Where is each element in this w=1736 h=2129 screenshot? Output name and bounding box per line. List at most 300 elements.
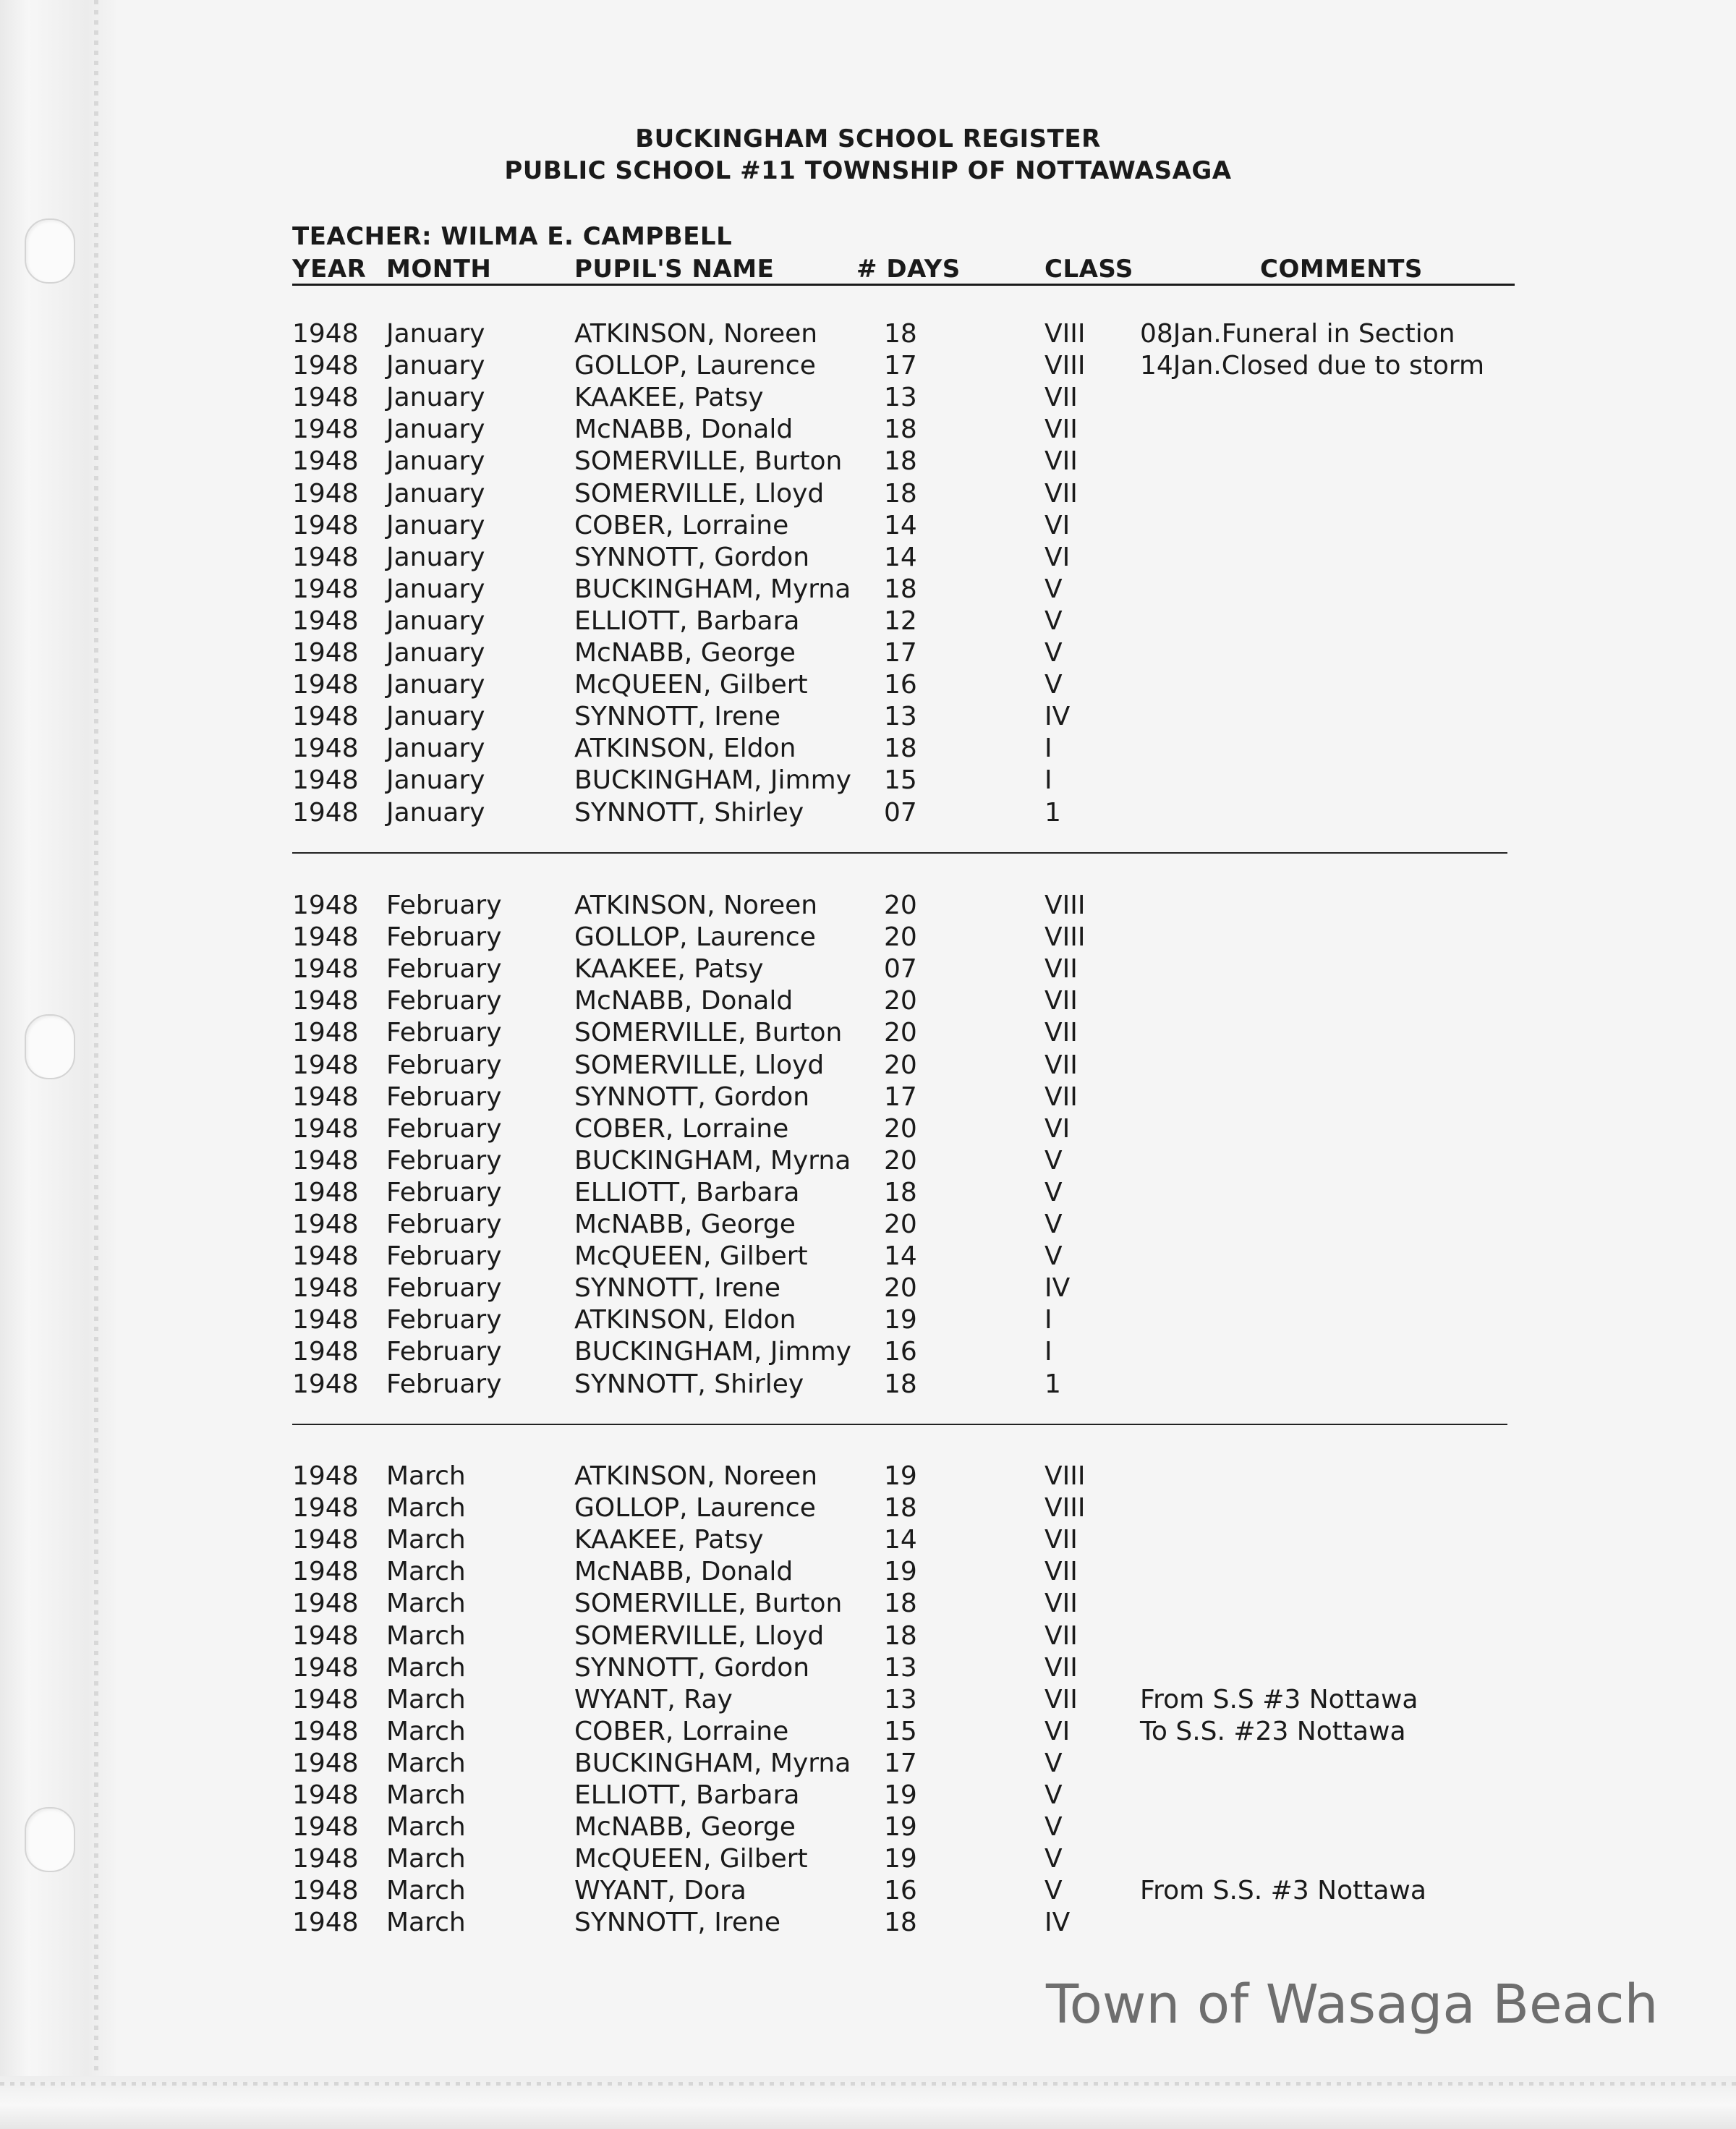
row-month: January: [386, 319, 485, 349]
table-row: [0, 1336, 1736, 1368]
table-row: [0, 605, 1736, 637]
row-class: I: [1044, 765, 1052, 795]
row-days: 19: [884, 1812, 917, 1842]
row-year: 1948: [292, 1685, 359, 1714]
row-month: February: [386, 1082, 502, 1112]
row-days: 15: [884, 1717, 917, 1746]
row-month: February: [386, 1210, 502, 1239]
row-days: 12: [884, 606, 917, 636]
row-pupil-name: McNABB, Donald: [574, 415, 793, 444]
row-year: 1948: [292, 1908, 359, 1937]
table-row: [0, 1556, 1736, 1588]
row-class: VI: [1044, 1717, 1071, 1746]
row-year: 1948: [292, 638, 359, 668]
row-pupil-name: GOLLOP, Laurence: [574, 922, 816, 952]
table-row: [0, 1748, 1736, 1780]
row-year: 1948: [292, 1589, 359, 1618]
row-pupil-name: COBER, Lorraine: [574, 1114, 789, 1144]
row-pupil-name: SOMERVILLE, Burton: [574, 1589, 843, 1618]
row-class: I: [1044, 734, 1052, 763]
document-header: [0, 123, 1736, 187]
row-month: February: [386, 1241, 502, 1271]
table-row: [0, 1369, 1736, 1401]
row-month: January: [386, 765, 485, 795]
row-month: February: [386, 1178, 502, 1207]
table-row: [0, 1620, 1736, 1652]
section-divider: [292, 852, 1507, 854]
row-month: February: [386, 954, 502, 984]
row-month: February: [386, 1273, 502, 1303]
row-class: VII: [1044, 1050, 1078, 1080]
row-pupil-name: ELLIOTT, Barbara: [574, 1780, 800, 1810]
table-row: [0, 1082, 1736, 1113]
table-row: [0, 318, 1736, 350]
row-year: 1948: [292, 734, 359, 763]
row-pupil-name: McQUEEN, Gilbert: [574, 1241, 808, 1271]
row-days: 19: [884, 1461, 917, 1491]
row-days: 18: [884, 734, 917, 763]
row-month: January: [386, 670, 485, 700]
table-row: [0, 574, 1736, 605]
row-class: V: [1044, 670, 1063, 700]
row-year: 1948: [292, 1876, 359, 1905]
row-month: January: [386, 606, 485, 636]
row-class: 1: [1044, 1369, 1061, 1399]
row-pupil-name: ELLIOTT, Barbara: [574, 606, 800, 636]
row-year: 1948: [292, 1050, 359, 1080]
row-days: 20: [884, 1114, 917, 1144]
row-month: January: [386, 479, 485, 509]
row-year: 1948: [292, 383, 359, 412]
row-pupil-name: SYNNOTT, Gordon: [574, 543, 810, 572]
table-row: [0, 1780, 1736, 1811]
row-year: 1948: [292, 1461, 359, 1491]
row-pupil-name: SOMERVILLE, Burton: [574, 1018, 843, 1047]
row-pupil-name: ATKINSON, Noreen: [574, 319, 818, 349]
row-month: March: [386, 1717, 466, 1746]
table-row: [0, 478, 1736, 510]
row-pupil-name: GOLLOP, Laurence: [574, 351, 816, 381]
row-days: 20: [884, 1273, 917, 1303]
binder-hole: [25, 218, 75, 284]
row-year: 1948: [292, 1337, 359, 1367]
row-year: 1948: [292, 1812, 359, 1842]
row-class: VII: [1044, 415, 1078, 444]
school-name: PUBLIC SCHOOL #11 TOWNSHIP OF NOTTAWASAGA: [504, 156, 1232, 185]
row-pupil-name: McNABB, George: [574, 1210, 796, 1239]
row-days: 19: [884, 1557, 917, 1586]
row-month: February: [386, 1146, 502, 1176]
table-row: [0, 1145, 1736, 1177]
row-days: 13: [884, 702, 917, 731]
row-pupil-name: KAAKEE, Patsy: [574, 1525, 764, 1555]
row-days: 18: [884, 1493, 917, 1523]
row-days: 16: [884, 1876, 917, 1905]
row-month: February: [386, 1114, 502, 1144]
row-days: 16: [884, 670, 917, 700]
row-year: 1948: [292, 1018, 359, 1047]
row-class: V: [1044, 638, 1063, 668]
table-row: [0, 1304, 1736, 1336]
section-divider: [292, 1424, 1507, 1425]
row-month: January: [386, 511, 485, 540]
row-days: 20: [884, 1146, 917, 1176]
row-days: 14: [884, 1241, 917, 1271]
row-days: 18: [884, 574, 917, 604]
row-class: VIII: [1044, 351, 1086, 381]
table-row: [0, 1716, 1736, 1748]
row-days: 18: [884, 1589, 917, 1618]
row-days: 15: [884, 765, 917, 795]
row-pupil-name: SYNNOTT, Irene: [574, 1273, 781, 1303]
row-month: March: [386, 1780, 466, 1810]
column-header-year: YEAR: [292, 255, 367, 284]
row-class: VIII: [1044, 319, 1086, 349]
table-row: [0, 1652, 1736, 1684]
column-header-class: CLASS: [1044, 255, 1133, 284]
row-year: 1948: [292, 891, 359, 920]
row-pupil-name: COBER, Lorraine: [574, 1717, 789, 1746]
row-month: March: [386, 1685, 466, 1714]
row-year: 1948: [292, 1210, 359, 1239]
row-month: January: [386, 734, 485, 763]
table-row: [0, 733, 1736, 765]
row-comment: To S.S. #23 Nottawa: [1140, 1717, 1406, 1746]
table-row: [0, 985, 1736, 1017]
row-month: March: [386, 1748, 466, 1778]
row-year: 1948: [292, 606, 359, 636]
row-class: VIII: [1044, 1461, 1086, 1491]
row-class: V: [1044, 1844, 1063, 1874]
row-month: February: [386, 1050, 502, 1080]
table-row: [0, 1588, 1736, 1620]
row-days: 13: [884, 1685, 917, 1714]
sheet-protector-bottom-edge: [0, 2076, 1736, 2129]
row-year: 1948: [292, 479, 359, 509]
row-month: March: [386, 1876, 466, 1905]
row-days: 20: [884, 1018, 917, 1047]
row-pupil-name: SOMERVILLE, Lloyd: [574, 1050, 825, 1080]
row-class: IV: [1044, 702, 1071, 731]
row-days: 20: [884, 922, 917, 952]
row-class: V: [1044, 1812, 1063, 1842]
table-row: [0, 1875, 1736, 1907]
row-days: 14: [884, 1525, 917, 1555]
row-pupil-name: McNABB, George: [574, 1812, 796, 1842]
row-pupil-name: SYNNOTT, Shirley: [574, 798, 804, 828]
row-year: 1948: [292, 351, 359, 381]
row-year: 1948: [292, 574, 359, 604]
row-year: 1948: [292, 1557, 359, 1586]
table-row: [0, 1843, 1736, 1875]
row-year: 1948: [292, 543, 359, 572]
row-class: VI: [1044, 511, 1071, 540]
row-class: V: [1044, 1876, 1063, 1905]
column-headers: [292, 253, 1515, 286]
row-year: 1948: [292, 1780, 359, 1810]
row-days: 20: [884, 1050, 917, 1080]
row-class: VI: [1044, 543, 1071, 572]
row-year: 1948: [292, 446, 359, 476]
row-year: 1948: [292, 1525, 359, 1555]
row-days: 18: [884, 319, 917, 349]
row-year: 1948: [292, 1305, 359, 1335]
row-pupil-name: SOMERVILLE, Burton: [574, 446, 843, 476]
row-days: 19: [884, 1844, 917, 1874]
row-class: VII: [1044, 1621, 1078, 1651]
row-class: VIII: [1044, 1493, 1086, 1523]
row-class: V: [1044, 1178, 1063, 1207]
row-class: V: [1044, 1210, 1063, 1239]
row-year: 1948: [292, 1748, 359, 1778]
row-days: 13: [884, 1653, 917, 1683]
row-class: VIII: [1044, 922, 1086, 952]
row-year: 1948: [292, 1178, 359, 1207]
row-class: VII: [1044, 1685, 1078, 1714]
row-days: 18: [884, 1369, 917, 1399]
row-month: February: [386, 1018, 502, 1047]
table-row: [0, 542, 1736, 574]
row-days: 19: [884, 1305, 917, 1335]
row-month: March: [386, 1653, 466, 1683]
row-month: March: [386, 1493, 466, 1523]
row-pupil-name: SYNNOTT, Gordon: [574, 1653, 810, 1683]
row-class: V: [1044, 606, 1063, 636]
row-year: 1948: [292, 319, 359, 349]
row-days: 18: [884, 479, 917, 509]
table-row: [0, 890, 1736, 922]
row-days: 17: [884, 638, 917, 668]
table-row: [0, 1492, 1736, 1524]
row-pupil-name: BUCKINGHAM, Jimmy: [574, 765, 851, 795]
row-year: 1948: [292, 1844, 359, 1874]
row-days: 17: [884, 1082, 917, 1112]
row-class: VII: [1044, 954, 1078, 984]
row-class: 1: [1044, 798, 1061, 828]
row-days: 18: [884, 1908, 917, 1937]
row-month: March: [386, 1812, 466, 1842]
row-pupil-name: COBER, Lorraine: [574, 511, 789, 540]
row-month: February: [386, 1337, 502, 1367]
row-month: March: [386, 1589, 466, 1618]
row-month: January: [386, 798, 485, 828]
row-year: 1948: [292, 765, 359, 795]
row-class: VII: [1044, 383, 1078, 412]
row-year: 1948: [292, 1241, 359, 1271]
row-year: 1948: [292, 1146, 359, 1176]
row-pupil-name: ATKINSON, Eldon: [574, 1305, 796, 1335]
table-row: [0, 510, 1736, 542]
table-row: [0, 701, 1736, 733]
row-month: March: [386, 1621, 466, 1651]
table-row: [0, 922, 1736, 953]
table-row: [0, 953, 1736, 985]
row-year: 1948: [292, 415, 359, 444]
row-days: 14: [884, 511, 917, 540]
row-comment: 08Jan.Funeral in Section: [1140, 319, 1455, 349]
row-class: I: [1044, 1337, 1052, 1367]
row-class: VII: [1044, 986, 1078, 1016]
row-class: VII: [1044, 1557, 1078, 1586]
row-pupil-name: SYNNOTT, Gordon: [574, 1082, 810, 1112]
row-month: January: [386, 702, 485, 731]
table-row: [0, 350, 1736, 382]
row-class: V: [1044, 574, 1063, 604]
row-month: March: [386, 1525, 466, 1555]
table-row: [0, 1050, 1736, 1082]
row-pupil-name: McQUEEN, Gilbert: [574, 1844, 808, 1874]
row-days: 18: [884, 446, 917, 476]
row-pupil-name: SYNNOTT, Shirley: [574, 1369, 804, 1399]
row-class: VII: [1044, 446, 1078, 476]
row-month: January: [386, 574, 485, 604]
row-class: VII: [1044, 1589, 1078, 1618]
row-pupil-name: SYNNOTT, Irene: [574, 1908, 781, 1937]
row-pupil-name: BUCKINGHAM, Myrna: [574, 574, 851, 604]
row-month: January: [386, 638, 485, 668]
teacher-name: TEACHER: WILMA E. CAMPBELL: [292, 222, 733, 251]
row-month: January: [386, 383, 485, 412]
row-class: VII: [1044, 1018, 1078, 1047]
row-pupil-name: ELLIOTT, Barbara: [574, 1178, 800, 1207]
table-row: [0, 669, 1736, 701]
table-row: [0, 414, 1736, 446]
table-row: [0, 1524, 1736, 1556]
row-comment: From S.S #3 Nottawa: [1140, 1685, 1418, 1714]
row-pupil-name: KAAKEE, Patsy: [574, 954, 764, 984]
row-pupil-name: ATKINSON, Noreen: [574, 1461, 818, 1491]
row-month: March: [386, 1844, 466, 1874]
row-days: 20: [884, 891, 917, 920]
row-month: March: [386, 1461, 466, 1491]
table-row: [0, 797, 1736, 829]
row-year: 1948: [292, 1273, 359, 1303]
row-pupil-name: SYNNOTT, Irene: [574, 702, 781, 731]
table-row: [0, 1113, 1736, 1145]
row-class: VII: [1044, 1525, 1078, 1555]
row-days: 14: [884, 543, 917, 572]
table-row: [0, 382, 1736, 414]
row-pupil-name: McQUEEN, Gilbert: [574, 670, 808, 700]
row-class: I: [1044, 1305, 1052, 1335]
row-class: VIII: [1044, 891, 1086, 920]
row-year: 1948: [292, 511, 359, 540]
row-days: 13: [884, 383, 917, 412]
row-days: 20: [884, 1210, 917, 1239]
row-pupil-name: KAAKEE, Patsy: [574, 383, 764, 412]
row-pupil-name: SOMERVILLE, Lloyd: [574, 479, 825, 509]
row-class: VII: [1044, 1653, 1078, 1683]
watermark-text: Town of Wasaga Beach: [1046, 1973, 1659, 2036]
row-comment: From S.S. #3 Nottawa: [1140, 1876, 1426, 1905]
row-class: IV: [1044, 1273, 1071, 1303]
row-year: 1948: [292, 1493, 359, 1523]
row-comment: 14Jan.Closed due to storm: [1140, 351, 1485, 381]
row-class: V: [1044, 1146, 1063, 1176]
table-row: [0, 765, 1736, 796]
row-pupil-name: GOLLOP, Laurence: [574, 1493, 816, 1523]
row-year: 1948: [292, 1653, 359, 1683]
row-year: 1948: [292, 702, 359, 731]
row-pupil-name: WYANT, Dora: [574, 1876, 746, 1905]
row-month: January: [386, 415, 485, 444]
row-class: VII: [1044, 1082, 1078, 1112]
row-year: 1948: [292, 954, 359, 984]
row-pupil-name: WYANT, Ray: [574, 1685, 733, 1714]
row-month: February: [386, 986, 502, 1016]
row-class: V: [1044, 1780, 1063, 1810]
row-pupil-name: SOMERVILLE, Lloyd: [574, 1621, 825, 1651]
row-month: March: [386, 1557, 466, 1586]
table-row: [0, 1907, 1736, 1939]
row-month: January: [386, 446, 485, 476]
row-days: 17: [884, 351, 917, 381]
row-class: V: [1044, 1748, 1063, 1778]
row-month: February: [386, 922, 502, 952]
table-row: [0, 1811, 1736, 1843]
column-header-month: MONTH: [386, 255, 492, 284]
column-header-days: # DAYS: [856, 255, 961, 284]
row-month: January: [386, 351, 485, 381]
table-row: [0, 446, 1736, 477]
table-row: [0, 1241, 1736, 1272]
row-class: VI: [1044, 1114, 1071, 1144]
row-days: 07: [884, 954, 917, 984]
row-pupil-name: McNABB, George: [574, 638, 796, 668]
row-year: 1948: [292, 1621, 359, 1651]
row-pupil-name: BUCKINGHAM, Myrna: [574, 1146, 851, 1176]
register-title: BUCKINGHAM SCHOOL REGISTER: [635, 124, 1101, 153]
column-header-pupil-name: PUPIL'S NAME: [574, 255, 775, 284]
row-month: January: [386, 543, 485, 572]
row-month: February: [386, 1369, 502, 1399]
row-class: IV: [1044, 1908, 1071, 1937]
table-row: [0, 1177, 1736, 1209]
row-year: 1948: [292, 986, 359, 1016]
row-days: 07: [884, 798, 917, 828]
row-days: 18: [884, 1621, 917, 1651]
row-pupil-name: BUCKINGHAM, Myrna: [574, 1748, 851, 1778]
row-pupil-name: BUCKINGHAM, Jimmy: [574, 1337, 851, 1367]
row-year: 1948: [292, 670, 359, 700]
row-pupil-name: McNABB, Donald: [574, 1557, 793, 1586]
row-pupil-name: ATKINSON, Eldon: [574, 734, 796, 763]
row-class: V: [1044, 1241, 1063, 1271]
row-year: 1948: [292, 1369, 359, 1399]
row-month: February: [386, 1305, 502, 1335]
row-days: 19: [884, 1780, 917, 1810]
table-row: [0, 1017, 1736, 1049]
row-month: March: [386, 1908, 466, 1937]
table-row: [0, 637, 1736, 669]
row-pupil-name: ATKINSON, Noreen: [574, 891, 818, 920]
row-pupil-name: McNABB, Donald: [574, 986, 793, 1016]
column-header-comments: COMMENTS: [1260, 255, 1423, 284]
row-year: 1948: [292, 798, 359, 828]
row-year: 1948: [292, 922, 359, 952]
table-row: [0, 1272, 1736, 1304]
row-class: VII: [1044, 479, 1078, 509]
row-month: February: [386, 891, 502, 920]
table-row: [0, 1684, 1736, 1716]
table-row: [0, 1209, 1736, 1241]
row-year: 1948: [292, 1717, 359, 1746]
table-row: [0, 1461, 1736, 1492]
row-days: 16: [884, 1337, 917, 1367]
row-days: 18: [884, 415, 917, 444]
row-days: 20: [884, 986, 917, 1016]
row-days: 18: [884, 1178, 917, 1207]
